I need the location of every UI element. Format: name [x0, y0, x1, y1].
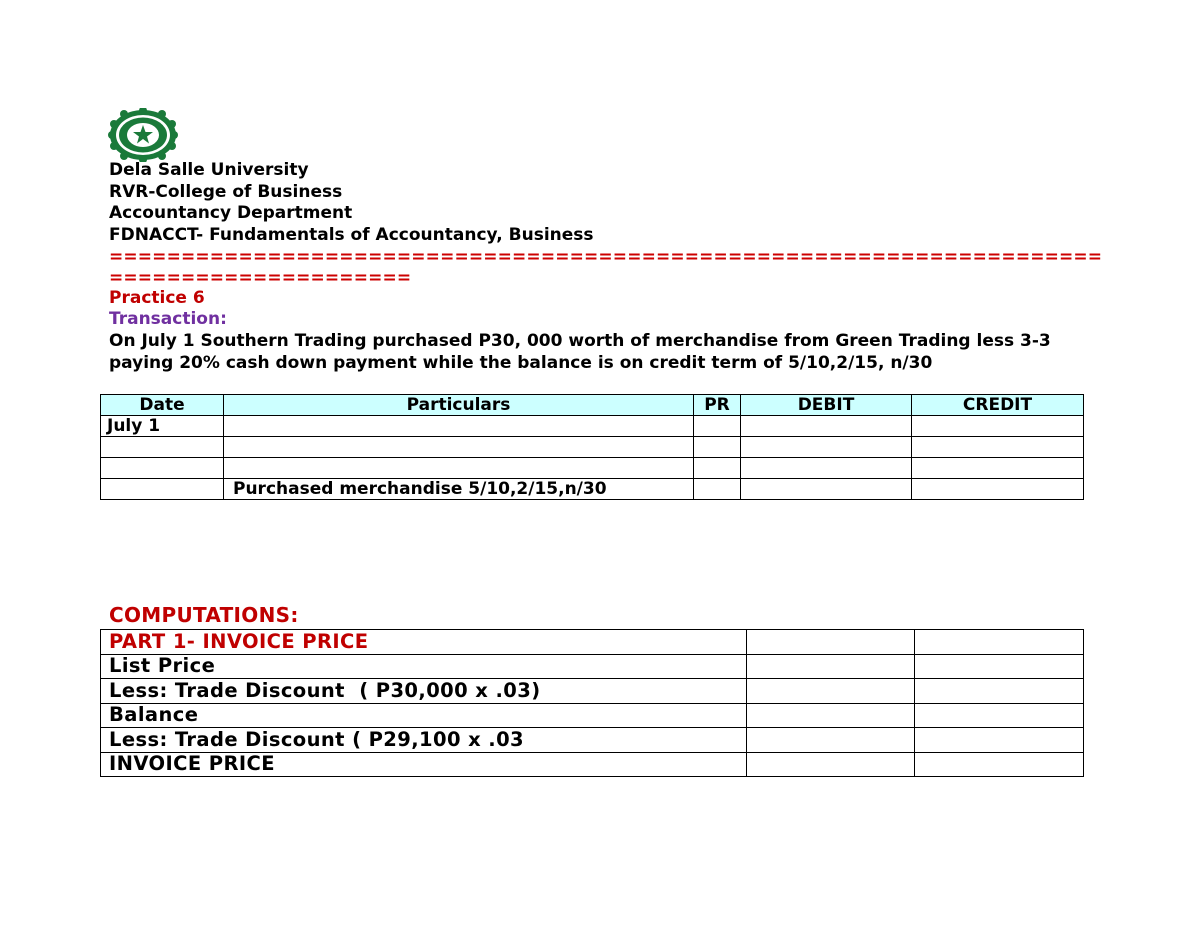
table-row [101, 630, 1084, 655]
table-row [101, 703, 1084, 728]
pr-cell [694, 479, 741, 500]
computation-label: PART 1- INVOICE PRICE [101, 630, 747, 655]
date-cell [101, 458, 224, 479]
table-row [101, 752, 1084, 777]
journal-header-row [101, 395, 1084, 416]
course-name: FDNACCT- Fundamentals of Accountancy, Business [109, 224, 594, 245]
computations-title: COMPUTATIONS: [109, 603, 299, 627]
university-name: Dela Salle University [109, 160, 309, 180]
date-cell [101, 479, 224, 500]
practice-title: Practice 6 [109, 288, 205, 308]
table-row [101, 479, 1084, 500]
amount-cell [747, 728, 915, 753]
amount-cell [915, 630, 1084, 655]
column-header-pr: PR [694, 395, 741, 416]
debit-cell [741, 458, 912, 479]
table-row [101, 654, 1084, 679]
amount-cell [747, 654, 915, 679]
computation-label: Balance [101, 703, 747, 728]
amount-cell [747, 679, 915, 704]
amount-cell [915, 654, 1084, 679]
particulars-cell: Purchased merchandise 5/10,2/15,n/30 [224, 479, 694, 500]
column-header-debit: DEBIT [741, 395, 912, 416]
department-name: Accountancy Department [109, 203, 353, 223]
amount-cell [915, 752, 1084, 777]
transaction-description: On July 1 Southern Trading purchased P30, 000 worth of merchandise from Green Trading less 3-3 paying 20% cash down payment while the balance is on credit term of 5/10,2/15, n/30 [109, 331, 1051, 373]
credit-cell [912, 479, 1084, 500]
table-row [101, 679, 1084, 704]
pr-cell [694, 416, 741, 437]
pr-cell [694, 458, 741, 479]
computation-label: Less: Trade Discount ( P29,100 x .03 [101, 728, 747, 753]
particulars-cell [224, 416, 694, 437]
amount-cell [915, 703, 1084, 728]
debit-cell [741, 437, 912, 458]
computations-table [100, 629, 1084, 777]
journal-table [100, 394, 1084, 500]
column-header-particulars: Particulars [224, 395, 694, 416]
amount-cell [915, 679, 1084, 704]
university-seal-logo [108, 108, 178, 162]
credit-cell [912, 416, 1084, 437]
date-cell [101, 437, 224, 458]
divider-rule: ===================================================================== ===================== [109, 247, 1103, 288]
amount-cell [915, 728, 1084, 753]
table-row [101, 416, 1084, 437]
transaction-label: Transaction: [109, 309, 227, 329]
table-row [101, 458, 1084, 479]
date-cell: July 1 [101, 416, 224, 437]
column-header-date: Date [101, 395, 224, 416]
particulars-cell [224, 437, 694, 458]
debit-cell [741, 479, 912, 500]
college-name: RVR-College of Business [109, 181, 343, 202]
amount-cell [747, 752, 915, 777]
amount-cell [747, 703, 915, 728]
column-header-credit: CREDIT [912, 395, 1084, 416]
computation-label: List Price [101, 654, 747, 679]
table-row [101, 437, 1084, 458]
table-row [101, 728, 1084, 753]
credit-cell [912, 458, 1084, 479]
pr-cell [694, 437, 741, 458]
amount-cell [747, 630, 915, 655]
computation-label: INVOICE PRICE [101, 752, 747, 777]
credit-cell [912, 437, 1084, 458]
debit-cell [741, 416, 912, 437]
computation-label: Less: Trade Discount ( P30,000 x .03) [101, 679, 747, 704]
course-header [109, 160, 594, 246]
particulars-cell [224, 458, 694, 479]
